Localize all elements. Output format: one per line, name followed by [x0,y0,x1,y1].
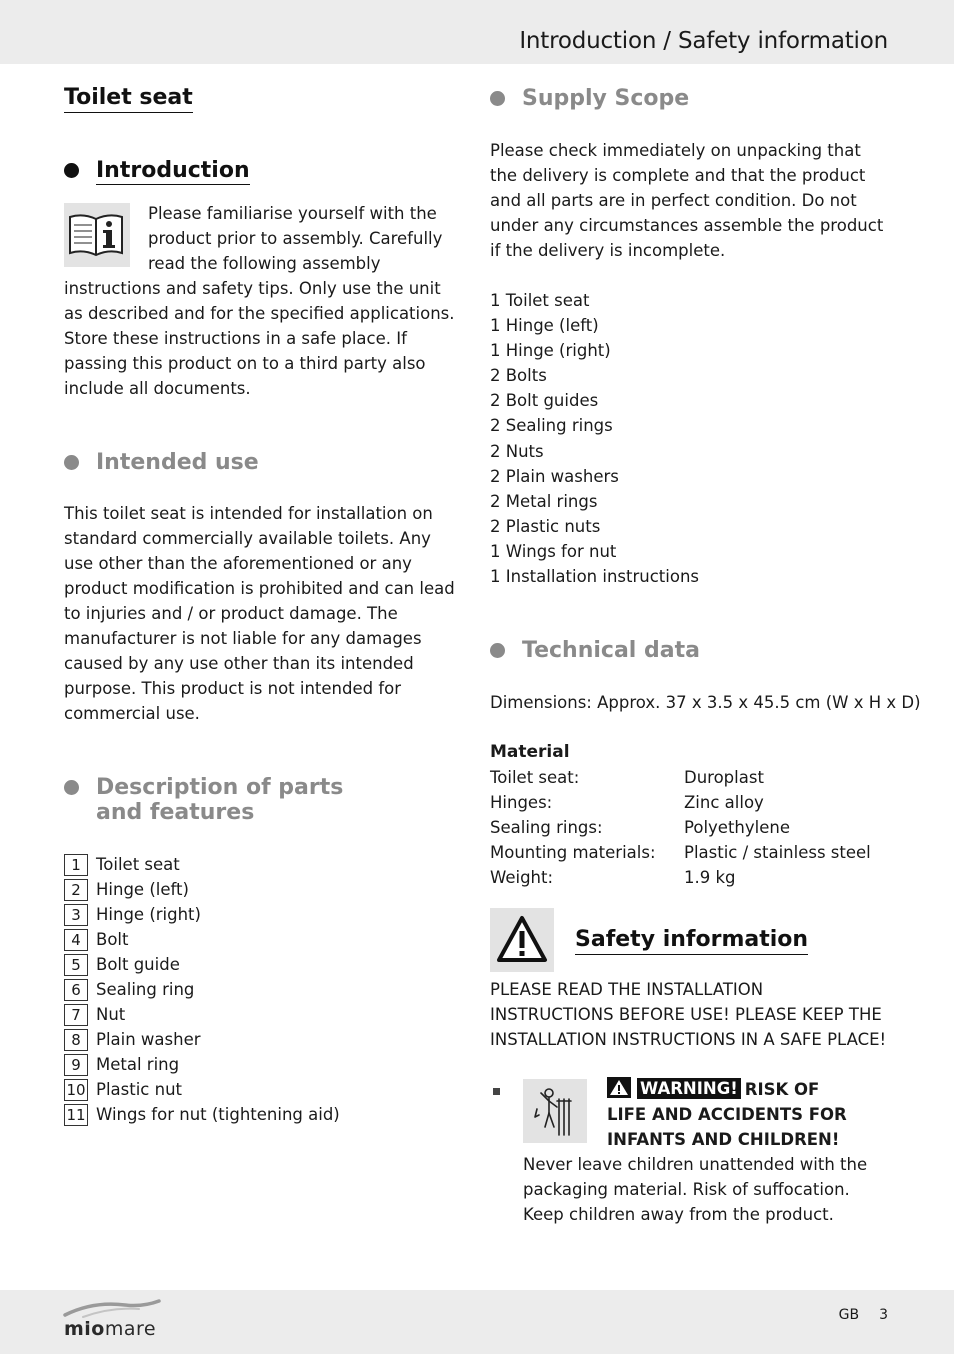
bullet-dot-icon [64,163,79,178]
brand-logo: miomare [63,1297,163,1343]
technical-data-heading: Technical data [490,638,890,663]
child-warning-text: Never leave children unattended with the packaging material. Risk of suffocation. Keep children away from the product. [523,1155,868,1225]
page-header-title: Introduction / Safety information [519,28,888,54]
material-title: Material [490,742,570,763]
child-hazard-icon [523,1079,587,1143]
list-item: 2 Sealing rings [490,416,613,436]
warning-line-2: LIFE AND ACCIDENTS FOR [607,1105,847,1125]
list-item: 4 Bolt [64,927,464,952]
footer-meta [819,1307,888,1323]
spec-row: Mounting materials: Plastic / stainless steel [490,843,871,863]
list-item: 2 Metal rings [490,491,598,511]
list-item: 8 Plain washer [64,1027,464,1052]
introduction-heading: Introduction [64,158,464,185]
list-item: 1 Installation instructions [490,567,699,587]
language-code: GB [838,1307,860,1323]
material-specs [490,765,890,890]
supply-scope-text: Please check immediately on unpacking that the delivery is complete and that the product and all parts are in perfect condition. Do not under any circumstances assemble the product if the delivery is incomplete. [490,141,884,260]
list-item: 1 Toilet seat [490,291,590,310]
product-title: Toilet seat [64,84,193,113]
dimensions-text: Dimensions: Approx. 37 x 3.5 x 45.5 cm (W x H x D) [490,693,921,713]
warning-small-triangle-icon [607,1077,631,1098]
spec-row: Sealing rings: Polyethylene [490,818,790,838]
list-item: 2 Plastic nuts [490,516,601,536]
list-item: 10 Plastic nut [64,1077,464,1102]
list-item: 7 Nut [64,1002,464,1027]
introduction-text: Please familiarise yourself with the product prior to assembly. Carefully read the following assembly instructions and safety tips. Only use the unit as described and for the specified applications. Store these instructions in a safe place. If passing this product on to a third party also include all documents. [64,204,455,398]
list-item: 2 Nuts [490,441,544,461]
spec-row: Hinges: Zinc alloy [490,793,764,813]
supply-scope-list [490,288,890,589]
introduction-section [64,201,464,401]
child-warning-block [490,1077,890,1227]
list-item: 3 Hinge (right) [64,902,464,927]
list-item: 6 Sealing ring [64,977,464,1002]
bullet-dot-icon [490,643,505,658]
parts-list [64,852,464,1127]
spec-row: Weight: 1.9 kg [490,868,736,888]
intended-use-heading: Intended use [64,450,464,475]
right-column [490,84,921,1227]
page-number: 3 [879,1307,888,1323]
left-column [64,84,464,1127]
warning-badge: WARNING! [637,1078,741,1099]
list-item: 2 Plain washers [490,466,619,486]
safety-caps-text: PLEASE READ THE INSTALLATION INSTRUCTIONS BEFORE USE! PLEASE KEEP THE INSTALLATION INSTRUCTIONS IN A SAFE PLACE! [490,980,887,1050]
list-item: 1 Wings for nut [490,541,617,561]
square-bullet-icon [493,1088,500,1095]
list-item: 2 Bolt guides [490,391,599,411]
list-item: 2 Bolts [490,366,547,386]
warning-triangle-icon [490,908,554,972]
spec-row: Toilet seat: Duroplast [490,768,764,788]
bullet-dot-icon [490,91,505,106]
list-item: 5 Bolt guide [64,952,464,977]
list-item: 9 Metal ring [64,1052,464,1077]
warning-line-1: WARNING! RISK OF [523,1077,890,1102]
bullet-dot-icon [64,455,79,470]
info-book-icon [64,203,130,267]
list-item: 1 Hinge (left) [490,316,599,336]
list-item: 1 Hinge (right) [490,341,611,361]
list-item: 2 Hinge (left) [64,877,464,902]
supply-scope-heading: Supply Scope [490,86,890,111]
logo-swoosh-icon [63,1297,163,1319]
bullet-dot-icon [64,780,79,795]
list-item: 11 Wings for nut (tightening aid) [64,1102,464,1127]
safety-heading: Safety information [490,908,890,972]
description-heading: Description of parts and features [64,775,464,825]
list-item: 1 Toilet seat [64,852,464,877]
warning-line-3: INFANTS AND CHILDREN! [607,1130,840,1150]
intended-use-text: This toilet seat is intended for installation on standard commercially available toilets. Any use other than the aforementioned or any product modification is prohibited and can lead to injuries and / or product damage. The manufacturer is not liable for any damages caused by any use other than its intended purpose. This product is not intended for commercial use. [64,504,455,723]
